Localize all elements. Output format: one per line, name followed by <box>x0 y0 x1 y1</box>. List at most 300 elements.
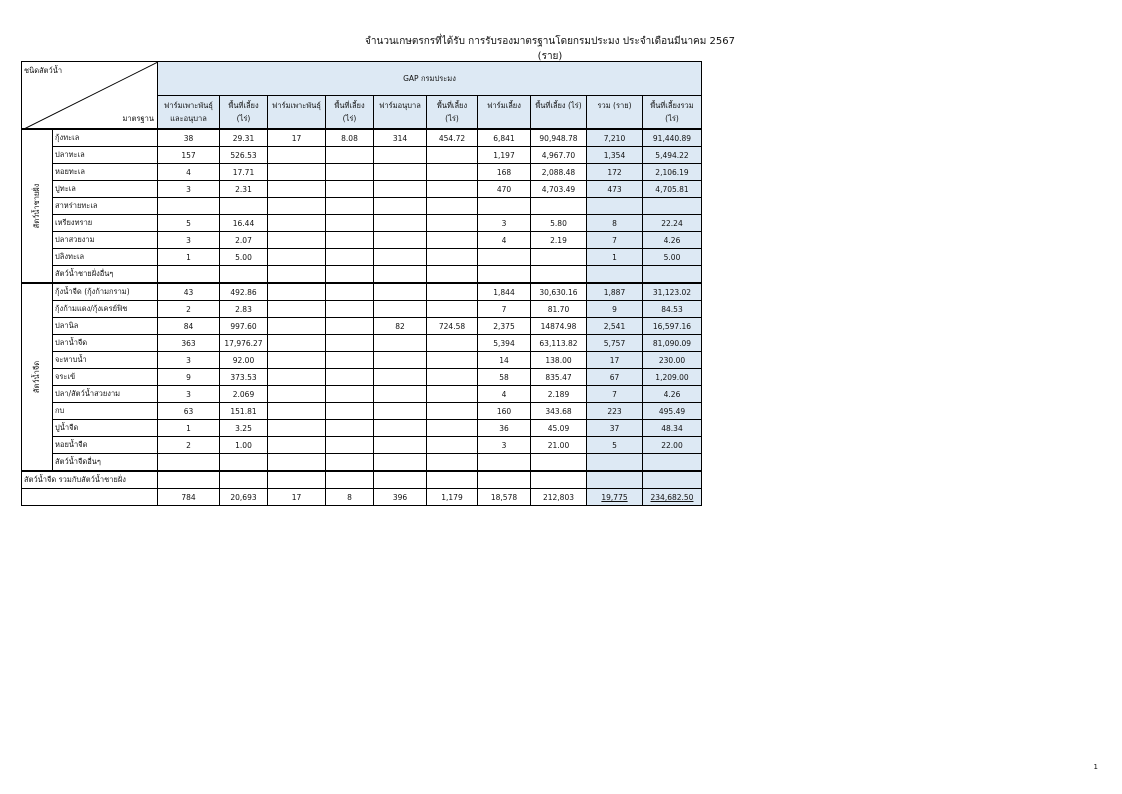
table-cell: 45.09 <box>531 420 587 437</box>
table-cell: 4,967.70 <box>531 147 587 164</box>
table-cell <box>427 181 478 198</box>
table-cell: 17.71 <box>220 164 268 181</box>
table-cell <box>478 266 531 284</box>
table-cell: 4,703.49 <box>531 181 587 198</box>
species-name: กบ <box>53 403 158 420</box>
table-cell <box>326 283 374 301</box>
table-cell <box>587 471 643 489</box>
species-name: ปูน้ำจืด <box>53 420 158 437</box>
table-cell <box>326 386 374 403</box>
table-cell <box>326 301 374 318</box>
table-cell <box>268 369 326 386</box>
table-cell <box>427 386 478 403</box>
table-cell <box>478 454 531 472</box>
table-cell: 2.069 <box>220 386 268 403</box>
column-header-line: พื้นที่เลี้ยง (ไร่) <box>535 101 582 110</box>
table-cell <box>268 352 326 369</box>
table-cell <box>374 352 427 369</box>
table-cell <box>158 198 220 215</box>
table-row <box>22 249 702 266</box>
table-cell <box>427 403 478 420</box>
table-cell <box>326 369 374 386</box>
table-cell: 2,541 <box>587 318 643 335</box>
table-cell: 4 <box>158 164 220 181</box>
table-cell: 724.58 <box>427 318 478 335</box>
table-row <box>22 181 702 198</box>
table-cell <box>478 249 531 266</box>
table-cell: 84.53 <box>643 301 702 318</box>
table-cell <box>326 420 374 437</box>
table-cell <box>427 249 478 266</box>
species-name: กุ้งก้ามแดง/กุ้งเครย์ฟิช <box>53 301 158 318</box>
table-cell <box>427 198 478 215</box>
table-cell: 30,630.16 <box>531 283 587 301</box>
table-cell: 8.08 <box>326 129 374 147</box>
totals-row <box>22 489 702 506</box>
table-cell: 1,887 <box>587 283 643 301</box>
corner-label-standard: มาตรฐาน <box>122 114 154 123</box>
total-cell: 19,775 <box>587 489 643 506</box>
table-cell: 58 <box>478 369 531 386</box>
table-row <box>22 283 702 301</box>
column-header <box>268 96 326 130</box>
table-cell: 343.68 <box>531 403 587 420</box>
table-cell: 3 <box>478 437 531 454</box>
table-cell: 8 <box>587 215 643 232</box>
column-header-line: พื้นที่เลี้ยง <box>334 101 365 110</box>
species-name: ปลาทะเล <box>53 147 158 164</box>
column-header-line <box>270 112 323 125</box>
species-name: ปลาสวยงาม <box>53 232 158 249</box>
table-cell <box>220 471 268 489</box>
table-cell: 3.25 <box>220 420 268 437</box>
table-cell: 5.00 <box>643 249 702 266</box>
table-cell: 2 <box>158 437 220 454</box>
table-cell <box>374 454 427 472</box>
column-header-line <box>533 112 584 125</box>
table-cell <box>268 318 326 335</box>
total-cell: 20,693 <box>220 489 268 506</box>
table-cell: 5 <box>587 437 643 454</box>
table-cell: 1 <box>587 249 643 266</box>
column-header-line: (ไร่) <box>665 114 679 123</box>
table-cell: 67 <box>587 369 643 386</box>
table-cell: 492.86 <box>220 283 268 301</box>
table-cell <box>427 215 478 232</box>
table-cell <box>643 454 702 472</box>
table-cell <box>427 437 478 454</box>
table-cell: 373.53 <box>220 369 268 386</box>
table-cell: 1,197 <box>478 147 531 164</box>
total-cell: 784 <box>158 489 220 506</box>
table-cell: 9 <box>158 369 220 386</box>
table-cell <box>374 335 427 352</box>
table-cell: 223 <box>587 403 643 420</box>
table-cell: 63,113.82 <box>531 335 587 352</box>
table-cell: 81,090.09 <box>643 335 702 352</box>
column-header-line <box>480 112 528 125</box>
page-title: จำนวนเกษตรกรที่ได้รับ การรับรองมาตรฐานโดยกรมประมง ประจำเดือนมีนาคม 2567 (ราย) <box>365 36 735 62</box>
totals-label-cell <box>22 489 158 506</box>
header-corner-cell <box>22 62 158 130</box>
column-header-line: พื้นที่เลี้ยงรวม <box>650 101 694 110</box>
column-header-line: ฟาร์มเพาะพันธุ์ <box>164 101 213 110</box>
table-cell <box>643 471 702 489</box>
table-cell: 1 <box>158 249 220 266</box>
table-cell: 5.80 <box>531 215 587 232</box>
total-cell: 17 <box>268 489 326 506</box>
total-cell: 234,682.50 <box>643 489 702 506</box>
table-cell: 526.53 <box>220 147 268 164</box>
table-cell: 21.00 <box>531 437 587 454</box>
table-row <box>22 129 702 147</box>
table-cell: 230.00 <box>643 352 702 369</box>
column-header-line: พื้นที่เลี้ยง <box>228 101 259 110</box>
table-cell: 470 <box>478 181 531 198</box>
table-cell <box>268 181 326 198</box>
species-name: หอยทะเล <box>53 164 158 181</box>
table-cell: 4 <box>478 232 531 249</box>
table-cell: 172 <box>587 164 643 181</box>
table-cell <box>427 420 478 437</box>
table-row <box>22 164 702 181</box>
column-header <box>587 96 643 130</box>
table-row <box>22 386 702 403</box>
table-cell: 7,210 <box>587 129 643 147</box>
page-number: 1 <box>1093 763 1098 771</box>
species-name: สาหร่ายทะเล <box>53 198 158 215</box>
column-header <box>478 96 531 130</box>
table-cell: 1,209.00 <box>643 369 702 386</box>
table-row <box>22 420 702 437</box>
table-cell: 92.00 <box>220 352 268 369</box>
species-name: กุ้งน้ำจืด (กุ้งก้ามกราม) <box>53 283 158 301</box>
table-cell: 2,088.48 <box>531 164 587 181</box>
table-cell: 22.00 <box>643 437 702 454</box>
table-cell: 7 <box>587 386 643 403</box>
summary-label: สัตว์น้ำจืด รวมกับสัตว์น้ำชายฝั่ง <box>22 471 158 489</box>
table-cell <box>478 471 531 489</box>
table-cell <box>326 471 374 489</box>
column-header-line: (ไร่) <box>445 114 459 123</box>
table-cell: 63 <box>158 403 220 420</box>
column-header-line: (ไร่) <box>236 114 251 123</box>
table-row <box>22 198 702 215</box>
species-name: จะหาบน้ำ <box>53 352 158 369</box>
species-name: ปลาน้ำจืด <box>53 335 158 352</box>
table-cell <box>427 471 478 489</box>
table-cell <box>427 454 478 472</box>
column-header <box>643 96 702 130</box>
table-row <box>22 215 702 232</box>
table-cell <box>268 198 326 215</box>
gap-certification-table <box>21 61 702 506</box>
table-cell: 16,597.16 <box>643 318 702 335</box>
table-cell: 3 <box>158 232 220 249</box>
table-cell <box>268 420 326 437</box>
table-cell <box>374 181 427 198</box>
table-cell: 4 <box>478 386 531 403</box>
table-cell <box>374 420 427 437</box>
species-name: ปลิงทะเล <box>53 249 158 266</box>
table-cell <box>326 454 374 472</box>
column-header-line: ฟาร์มอนุบาล <box>379 101 421 110</box>
table-cell <box>374 301 427 318</box>
table-cell <box>326 318 374 335</box>
table-cell: 1,354 <box>587 147 643 164</box>
table-cell: 14 <box>478 352 531 369</box>
column-header-line: และอนุบาล <box>170 114 207 123</box>
table-cell: 16.44 <box>220 215 268 232</box>
table-row <box>22 403 702 420</box>
column-header <box>374 96 427 130</box>
total-cell: 396 <box>374 489 427 506</box>
header-gap-group: GAP กรมประมง <box>158 62 702 96</box>
table-cell <box>268 283 326 301</box>
table-cell <box>374 198 427 215</box>
species-name: จระเข้ <box>53 369 158 386</box>
table-cell <box>587 198 643 215</box>
table-cell: 3 <box>478 215 531 232</box>
table-row <box>22 301 702 318</box>
table-cell <box>427 369 478 386</box>
header-row-group <box>22 62 702 96</box>
table-cell <box>326 352 374 369</box>
table-cell <box>268 301 326 318</box>
table-cell <box>220 454 268 472</box>
table-cell: 473 <box>587 181 643 198</box>
table-cell <box>326 249 374 266</box>
table-cell <box>326 198 374 215</box>
table-cell: 5,494.22 <box>643 147 702 164</box>
table-cell <box>643 198 702 215</box>
table-cell: 2.07 <box>220 232 268 249</box>
column-header-line <box>589 112 640 125</box>
total-cell: 8 <box>326 489 374 506</box>
table-row <box>22 454 702 472</box>
total-cell: 18,578 <box>478 489 531 506</box>
table-cell: 3 <box>158 352 220 369</box>
table-cell: 84 <box>158 318 220 335</box>
table-cell: 363 <box>158 335 220 352</box>
table-cell <box>374 232 427 249</box>
corner-label-species: ชนิดสัตว์น้ำ <box>24 66 63 75</box>
table-cell <box>374 369 427 386</box>
table-row <box>22 318 702 335</box>
table-cell: 22.24 <box>643 215 702 232</box>
table-cell <box>158 266 220 284</box>
table-cell: 495.49 <box>643 403 702 420</box>
table-cell: 17 <box>268 129 326 147</box>
table-cell <box>220 198 268 215</box>
column-header <box>158 96 220 130</box>
table-cell <box>587 266 643 284</box>
table-cell: 17 <box>587 352 643 369</box>
table-cell: 4.26 <box>643 386 702 403</box>
table-cell <box>268 437 326 454</box>
table-cell: 7 <box>478 301 531 318</box>
table-cell <box>326 403 374 420</box>
table-cell <box>326 232 374 249</box>
table-cell: 31,123.02 <box>643 283 702 301</box>
table-cell: 151.81 <box>220 403 268 420</box>
table-cell <box>374 266 427 284</box>
table-cell: 5.00 <box>220 249 268 266</box>
table-cell <box>427 147 478 164</box>
table-cell <box>268 232 326 249</box>
table-cell <box>427 301 478 318</box>
table-cell: 91,440.89 <box>643 129 702 147</box>
table-cell: 43 <box>158 283 220 301</box>
table-cell: 2,106.19 <box>643 164 702 181</box>
table-cell: 9 <box>587 301 643 318</box>
species-name: เหรียงทราย <box>53 215 158 232</box>
table-cell <box>374 215 427 232</box>
column-header-line: ฟาร์มเลี้ยง <box>487 101 521 110</box>
total-cell: 1,179 <box>427 489 478 506</box>
table-cell: 3 <box>158 181 220 198</box>
table-cell: 157 <box>158 147 220 164</box>
table-cell <box>268 386 326 403</box>
table-row <box>22 266 702 284</box>
species-name: ปลานิล <box>53 318 158 335</box>
row-group-label: สัตว์น้ำจืด <box>32 360 41 394</box>
table-cell <box>158 471 220 489</box>
species-name: หอยน้ำจืด <box>53 437 158 454</box>
table-cell: 3 <box>158 386 220 403</box>
table-cell: 2,375 <box>478 318 531 335</box>
species-name: ปูทะเล <box>53 181 158 198</box>
table-cell: 454.72 <box>427 129 478 147</box>
table-cell <box>427 266 478 284</box>
table-cell: 29.31 <box>220 129 268 147</box>
table-cell <box>427 335 478 352</box>
table-row <box>22 232 702 249</box>
table-cell: 5,757 <box>587 335 643 352</box>
table-cell: 2.189 <box>531 386 587 403</box>
table-cell: 138.00 <box>531 352 587 369</box>
table-cell: 168 <box>478 164 531 181</box>
table-cell: 835.47 <box>531 369 587 386</box>
table-cell: 81.70 <box>531 301 587 318</box>
table-cell <box>326 266 374 284</box>
table-cell <box>374 471 427 489</box>
table-cell <box>326 181 374 198</box>
table-cell <box>531 249 587 266</box>
table-cell <box>268 249 326 266</box>
table-cell <box>478 198 531 215</box>
table-cell: 36 <box>478 420 531 437</box>
column-header <box>531 96 587 130</box>
table-cell: 1.00 <box>220 437 268 454</box>
table-cell <box>531 266 587 284</box>
table-cell <box>374 283 427 301</box>
table-cell <box>374 386 427 403</box>
table-cell: 5,394 <box>478 335 531 352</box>
column-header-line: รวม (ราย) <box>597 101 632 110</box>
table-cell <box>268 147 326 164</box>
table-cell <box>268 335 326 352</box>
table-cell: 997.60 <box>220 318 268 335</box>
table-cell: 2 <box>158 301 220 318</box>
column-header-line: พื้นที่เลี้ยง <box>436 101 468 110</box>
table-row <box>22 437 702 454</box>
table-cell: 37 <box>587 420 643 437</box>
species-name: กุ้งทะเล <box>53 129 158 147</box>
table-row <box>22 147 702 164</box>
table-cell <box>220 266 268 284</box>
table-cell <box>531 198 587 215</box>
table-cell <box>587 454 643 472</box>
column-header <box>326 96 374 130</box>
column-header-line: ฟาร์มเพาะพันธุ์ <box>272 101 321 110</box>
table-cell: 48.34 <box>643 420 702 437</box>
species-name: สัตว์น้ำจืดอื่นๆ <box>53 454 158 472</box>
table-cell <box>158 454 220 472</box>
table-cell <box>427 352 478 369</box>
table-cell <box>326 335 374 352</box>
table-cell: 14874.98 <box>531 318 587 335</box>
table-cell <box>268 266 326 284</box>
table-cell: 1,844 <box>478 283 531 301</box>
table-cell: 4,705.81 <box>643 181 702 198</box>
table-row <box>22 369 702 386</box>
table-row <box>22 335 702 352</box>
column-header-line: (ไร่) <box>342 114 357 123</box>
table-cell <box>268 164 326 181</box>
summary-label-row <box>22 471 702 489</box>
table-cell: 90,948.78 <box>531 129 587 147</box>
table-cell: 314 <box>374 129 427 147</box>
table-cell <box>427 164 478 181</box>
table-cell: 2.31 <box>220 181 268 198</box>
table-cell: 4.26 <box>643 232 702 249</box>
table-cell <box>374 249 427 266</box>
row-group-cell <box>22 129 53 283</box>
table-cell <box>643 266 702 284</box>
table-cell: 1 <box>158 420 220 437</box>
table-cell: 2.19 <box>531 232 587 249</box>
table-cell: 5 <box>158 215 220 232</box>
column-header <box>427 96 478 130</box>
total-cell: 212,803 <box>531 489 587 506</box>
table-cell <box>326 437 374 454</box>
table-cell <box>427 283 478 301</box>
table-cell <box>326 215 374 232</box>
table-cell <box>268 454 326 472</box>
table-cell: 17,976.27 <box>220 335 268 352</box>
table-cell <box>268 403 326 420</box>
table-cell <box>374 147 427 164</box>
table-cell <box>268 215 326 232</box>
table-cell: 82 <box>374 318 427 335</box>
table-row <box>22 352 702 369</box>
table-cell <box>374 437 427 454</box>
table-cell: 7 <box>587 232 643 249</box>
species-name: สัตว์น้ำชายฝั่งอื่นๆ <box>53 266 158 284</box>
table-cell <box>374 164 427 181</box>
column-header <box>220 96 268 130</box>
table-cell: 2.83 <box>220 301 268 318</box>
row-group-label: สัตว์น้ำชายฝั่ง <box>32 183 41 229</box>
row-group-cell <box>22 283 53 471</box>
table-cell: 160 <box>478 403 531 420</box>
table-cell: 38 <box>158 129 220 147</box>
table-cell <box>531 471 587 489</box>
table-cell <box>531 454 587 472</box>
table-cell <box>427 232 478 249</box>
table-cell: 6,841 <box>478 129 531 147</box>
